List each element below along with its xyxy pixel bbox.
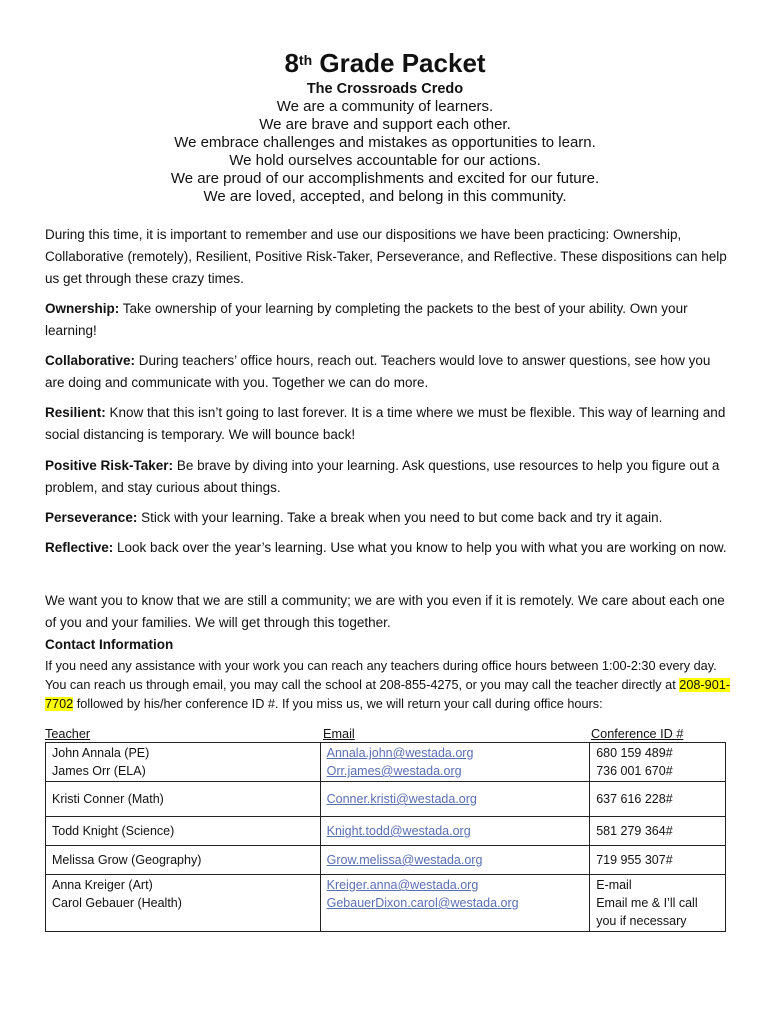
disposition-ownership — [45, 298, 730, 342]
table-row — [46, 743, 726, 782]
highlighted-phone: 208-901-7702 — [45, 678, 731, 711]
disposition-resilient — [45, 402, 730, 446]
email-link[interactable]: Annala.john@westada.org — [326, 746, 474, 760]
disposition-label: Reflective: — [45, 540, 114, 555]
title-number: 8 — [284, 48, 299, 78]
disposition-positive-risk-taker — [45, 455, 730, 499]
conference-id: 637 616 228# — [596, 792, 673, 806]
disposition-text: During teachers’ office hours, reach out. Teachers would love to answer questions, see how you are doing and communicate with you. Together we can do more. — [45, 353, 711, 390]
email-cell — [320, 743, 590, 782]
credo-line: We are proud of our accomplishments and excited for our future. — [170, 170, 600, 187]
conference-id: E-mail — [596, 878, 632, 892]
conference-id-cell — [590, 743, 726, 782]
contact-text-before: If you need any assistance with your work you can reach any teachers during office hours between 1:00-2:30 every day. You can reach us through email, you may call the school at 208-855-4275, or you may call the teacher directly at — [45, 659, 717, 692]
conference-id: Email me & I’ll call you if necessary — [596, 896, 698, 928]
credo-line: We embrace challenges and mistakes as opportunities to learn. — [174, 134, 596, 151]
title-superscript: th — [298, 52, 313, 68]
email-cell — [320, 875, 590, 932]
conference-id-cell — [590, 846, 726, 875]
table-row — [46, 817, 726, 846]
credo-title: The Crossroads Credo — [306, 81, 464, 97]
conference-id-cell — [590, 782, 726, 817]
column-header-conference-id: Conference ID # — [591, 727, 684, 741]
table-row — [46, 846, 726, 875]
teacher-cell — [46, 846, 321, 875]
credo-line: We hold ourselves accountable for our actions. — [229, 152, 541, 169]
email-cell — [320, 817, 590, 846]
disposition-perseverance — [45, 507, 730, 529]
table-row — [46, 875, 726, 932]
email-cell — [320, 782, 590, 817]
title-text: Grade Packet — [312, 48, 486, 78]
disposition-text: Be brave by diving into your learning. Ask questions, use resources to help you figure out a problem, and stay curious about things. — [45, 458, 720, 495]
community-paragraph: We want you to know that we are still a community; we are with you even if it is remotely. We care about each one of you and your families. We will get through this together. — [45, 593, 725, 630]
credo-line: We are brave and support each other. — [259, 116, 511, 133]
disposition-label: Positive Risk-Taker: — [45, 458, 174, 473]
teacher-name: James Orr (ELA) — [52, 764, 146, 778]
teacher-name: Melissa Grow (Geography) — [52, 853, 202, 867]
conference-id: 581 279 364# — [596, 824, 673, 838]
disposition-reflective — [45, 537, 730, 559]
email-link[interactable]: Orr.james@westada.org — [326, 764, 462, 778]
teacher-name: Carol Gebauer (Health) — [52, 896, 182, 910]
disposition-text: Look back over the year’s learning. Use what you know to help you with what you are working on now. — [113, 540, 727, 555]
column-header-teacher: Teacher — [45, 727, 91, 741]
teacher-name: Todd Knight (Science) — [52, 824, 175, 838]
disposition-text: Take ownership of your learning by completing the packets to the best of your ability. Own your learning! — [45, 301, 688, 338]
contact-heading: Contact Information — [45, 637, 174, 652]
disposition-label: Collaborative: — [45, 353, 136, 368]
teacher-cell — [46, 875, 321, 932]
email-cell — [320, 846, 590, 875]
contact-paragraph — [45, 657, 735, 714]
page-title — [0, 46, 770, 80]
contact-text-after: followed by his/her conference ID #. If you miss us, we will return your call during office hours: — [73, 697, 603, 711]
disposition-collaborative — [45, 350, 730, 394]
table-row — [46, 782, 726, 817]
credo-line: We are a community of learners. — [276, 98, 494, 115]
disposition-label: Perseverance: — [45, 510, 138, 525]
email-link[interactable]: Grow.melissa@westada.org — [326, 853, 483, 867]
credo-line: We are loved, accepted, and belong in this community. — [203, 188, 567, 205]
email-link[interactable]: Kreiger.anna@westada.org — [326, 878, 479, 892]
teacher-name: Kristi Conner (Math) — [52, 792, 164, 806]
column-header-email: Email — [323, 727, 355, 741]
teacher-cell — [46, 782, 321, 817]
conference-id: 719 955 307# — [596, 853, 673, 867]
disposition-label: Resilient: — [45, 405, 106, 420]
disposition-text: Stick with your learning. Take a break when you need to but come back and try it again. — [137, 510, 663, 525]
teacher-cell — [46, 743, 321, 782]
disposition-text: Know that this isn’t going to last forever. It is a time where we must be flexible. This way of learning and social distancing is temporary. We will bounce back! — [45, 405, 726, 442]
teacher-name: John Annala (PE) — [52, 746, 150, 760]
intro-paragraph: During this time, it is important to remember and use our dispositions we have been practicing: Ownership, Collaborative (remotely), Resilient, Positive Risk-Taker, Perseverance, and Reflective. These dispositions can help us get through these crazy times. — [45, 227, 727, 286]
conference-id-cell — [590, 875, 726, 932]
conference-id: 680 159 489# — [596, 746, 673, 760]
email-link[interactable]: Knight.todd@westada.org — [326, 824, 471, 838]
disposition-label: Ownership: — [45, 301, 120, 316]
teacher-name: Anna Kreiger (Art) — [52, 878, 153, 892]
contact-table — [45, 742, 726, 932]
credo-block — [0, 80, 770, 206]
conference-id-cell — [590, 817, 726, 846]
conference-id: 736 001 670# — [596, 764, 673, 778]
email-link[interactable]: GebauerDixon.carol@westada.org — [326, 896, 519, 910]
email-link[interactable]: Conner.kristi@westada.org — [326, 792, 477, 806]
teacher-cell — [46, 817, 321, 846]
